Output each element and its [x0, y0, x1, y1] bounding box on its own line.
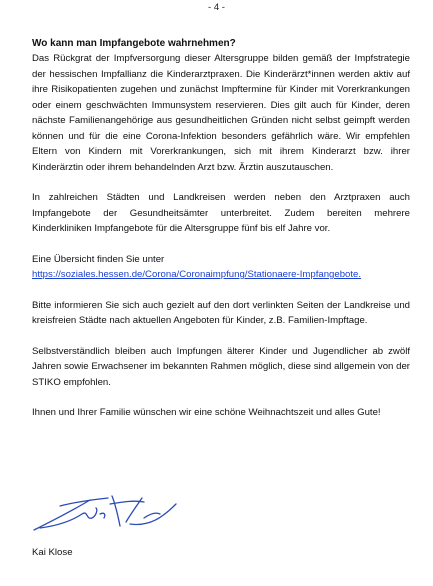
closing-greeting: Ihnen und Ihrer Familie wünschen wir eine schöne Weihnachtszeit und alles Gute! — [32, 407, 381, 418]
page-number: - 4 - — [208, 2, 225, 13]
overview-intro: Eine Übersicht finden Sie unter — [32, 253, 165, 265]
section-heading: Wo kann man Impfangebote wahrnehmen? — [32, 38, 236, 49]
overview-link[interactable]: https://soziales.hessen.de/Corona/Coronaimpfung/Stationaere-Impfangebote. — [32, 269, 362, 280]
overview-link-line — [32, 267, 410, 283]
paragraph-stiko: Selbstverständlich bleiben auch Impfungen älterer Kinder und Jugendlicher ab zwölf Jahren sowie Erwachsener im bekannten Rahmen möglich, diese sind allgemein von der STIKO empfohlen. — [32, 345, 410, 388]
handwritten-signature — [30, 492, 180, 534]
document-body — [32, 37, 410, 421]
paragraph-kinderarztpraxen: Das Rückgrat der Impfversorgung dieser Altersgruppe bilden gemäß der Impfstrategie der hessischen Impfallianz die Kinderarztpraxen. Die Kinderärzt*innen werden aktiv auf ihre Risikopatienten zugehen und zunächst Impftermine für Kinder mit Vorerkrankungen oder einem geschwächten Immunsystem reservieren. Dies gilt auch für Kinder, deren nächste Familienangehörige aus gesundheitlichen Gründen nicht selbst geimpft werden können und für die eine Corona-Infektion besonders gefährlich wäre. Wir empfehlen Eltern von Kindern mit Vorerkrankungen, sich mit ihrem Kinderarzt bzw. ihrer Kinderärztin oder ihrem behandelnden Arzt bzw. Ärztin auszutauschen. — [32, 53, 410, 173]
paragraph-landkreise: Bitte informieren Sie sich auch gezielt auf den dort verlinkten Seiten der Landkreise und kreisfreien Städte nach aktuellen Angeboten für Kinder, z.B. Familien-Impftage. — [32, 299, 410, 326]
paragraph-gesundheitsaemter: In zahlreichen Städten und Landkreisen werden neben den Arztpraxen auch Impfangebote der Gesundheitsämter unterbreitet. Zudem bereiten mehrere Kinderkliniken Impfangebote für die Altersgruppe fünf bis elf Jahre vor. — [32, 192, 410, 234]
signer-name: Kai Klose — [32, 547, 73, 558]
